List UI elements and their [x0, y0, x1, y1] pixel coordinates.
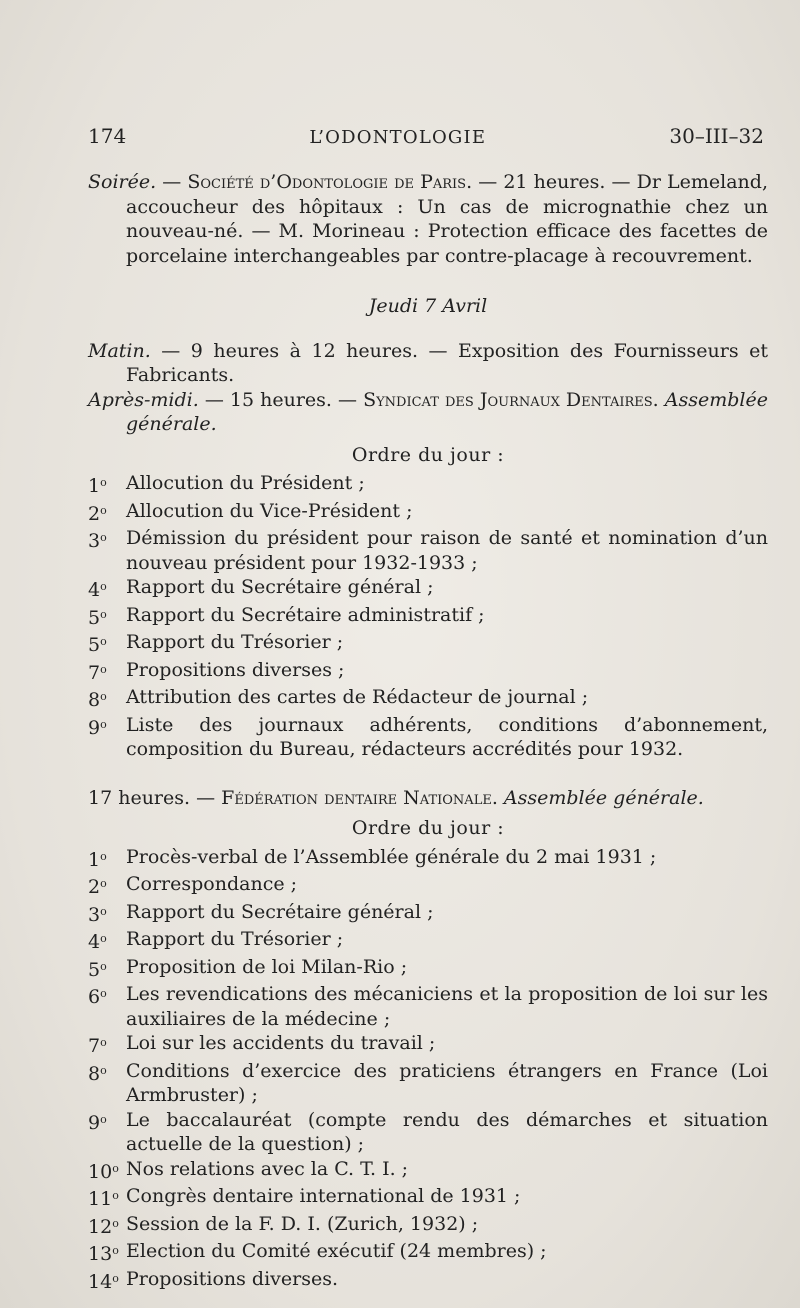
matin-label: Matin. — [88, 339, 151, 362]
agenda-item-text: Congrès dentaire international de 1931 ; — [126, 1185, 521, 1207]
agenda-item-number: 3$^o$ — [88, 903, 107, 926]
agenda-item-number: 1$^o$ — [88, 848, 107, 871]
agenda-item — [88, 927, 768, 955]
agenda-item — [88, 713, 768, 762]
agenda-item — [88, 575, 768, 603]
agenda-item-number: 13$^o$ — [88, 1243, 119, 1265]
agenda-item-text: Allocution du Président ; — [126, 472, 365, 494]
agenda-item — [88, 845, 768, 873]
agenda-item-number: 1$^o$ — [88, 475, 107, 497]
agenda-item-number: 8$^o$ — [88, 1062, 107, 1085]
second-event-time: 17 heures. — — [88, 786, 222, 809]
apres-midi-event: Assemblée générale. — [126, 388, 768, 435]
agenda-item-text: Rapport du Secrétaire administratif ; — [126, 603, 485, 626]
agenda-item-text: Propositions diverses. — [126, 1267, 338, 1290]
page-body — [88, 170, 768, 1294]
apres-midi-paragraph — [88, 388, 768, 437]
agenda-item-text: Procès-verbal de l’Assemblée générale du 2 mai 1931 ; — [126, 845, 657, 868]
agenda-item-number: 14$^o$ — [88, 1270, 119, 1293]
issue-date: 30–III–32 — [669, 124, 764, 148]
second-event-organization: Fédération dentaire Nationale — [221, 786, 492, 809]
agenda-item-number: 2$^o$ — [88, 876, 107, 898]
agenda-item — [88, 1239, 768, 1267]
agenda-heading-1: Ordre du jour : — [351, 443, 505, 466]
apres-midi-organization: Syndicat des Journaux Dentaires — [363, 388, 653, 411]
agenda-item-text: Le baccalauréat (compte rendu des démarches et situation actuelle de la question) ; — [126, 1108, 768, 1155]
agenda-item — [88, 1031, 768, 1059]
agenda-item — [88, 1059, 768, 1108]
agenda-item — [88, 900, 768, 928]
agenda-item-number: 6$^o$ — [88, 986, 107, 1008]
agenda-item-text: Rapport du Trésorier ; — [126, 631, 344, 653]
agenda-item — [88, 955, 768, 983]
day-heading: Jeudi 7 Avril — [368, 295, 488, 317]
matin-text: — 9 heures à 12 heures. — Exposition des Fournisseurs et Fabricants. — [126, 339, 768, 386]
agenda-item-text: Nos relations avec la C. T. I. ; — [126, 1157, 409, 1180]
apres-midi-dot: . — [652, 388, 665, 411]
apres-midi-dash: — 15 heures. — — [198, 388, 364, 411]
agenda-item-number: 7$^o$ — [88, 1035, 107, 1057]
agenda-item-text: Loi sur les accidents du travail ; — [126, 1032, 436, 1054]
agenda-item-number: 11$^o$ — [88, 1188, 119, 1210]
agenda-item — [88, 1212, 768, 1240]
agenda-item — [88, 630, 768, 658]
agenda-heading-2: Ordre du jour : — [351, 817, 505, 839]
agenda-item — [88, 872, 768, 900]
agenda-item — [88, 1157, 768, 1185]
agenda-item — [88, 603, 768, 631]
agenda-item-number: 2$^o$ — [88, 502, 107, 525]
agenda-item — [88, 499, 768, 527]
soiree-dash: — — [156, 171, 188, 193]
agenda-item-text: Rapport du Secrétaire général ; — [126, 576, 434, 598]
agenda-item-text: Conditions d’exercice des praticiens étrangers en France (Loi Armbruster) ; — [126, 1059, 768, 1106]
agenda-list-2 — [88, 845, 768, 1295]
agenda-item — [88, 1267, 768, 1295]
agenda-item-text: Allocution du Vice-Président ; — [126, 499, 413, 522]
agenda-item-text: Attribution des cartes de Rédacteur de journal ; — [126, 686, 589, 708]
page-number: 174 — [88, 124, 127, 148]
agenda-item-text: Proposition de loi Milan-Rio ; — [126, 955, 408, 978]
agenda-item-number: 10$^o$ — [88, 1160, 119, 1183]
agenda-list-1 — [88, 471, 768, 762]
agenda-item-number: 5$^o$ — [88, 634, 107, 656]
soiree-label: Soirée. — [88, 171, 157, 193]
agenda-item-number: 5$^o$ — [88, 606, 107, 629]
agenda-item — [88, 685, 768, 713]
agenda-item-text: Rapport du Trésorier ; — [126, 928, 344, 950]
agenda-item-number: 3$^o$ — [88, 530, 107, 552]
agenda-item-number: 5$^o$ — [88, 958, 107, 981]
journal-title: L’ODONTOLOGIE — [309, 127, 487, 148]
agenda-item-text: Session de la F. D. I. (Zurich, 1932) ; — [126, 1212, 479, 1235]
agenda-item — [88, 526, 768, 575]
agenda-item-number: 7$^o$ — [88, 661, 107, 684]
agenda-item-number: 12$^o$ — [88, 1215, 119, 1238]
matin-paragraph — [88, 339, 768, 388]
agenda-item-number: 4$^o$ — [88, 579, 107, 601]
second-event-title: Assemblée générale. — [503, 786, 704, 809]
agenda-item-text: Les revendications des mécaniciens et la proposition de loi sur les auxiliaires de la médecine ; — [126, 983, 768, 1030]
agenda-item — [88, 1184, 768, 1212]
agenda-item — [88, 658, 768, 686]
agenda-item-text: Liste des journaux adhérents, conditions d’abonnement, composition du Bureau, rédacteurs accrédités pour 1932. — [126, 713, 768, 760]
second-event-paragraph — [88, 786, 768, 811]
agenda-item-text: Propositions diverses ; — [126, 658, 345, 681]
agenda-item — [88, 1108, 768, 1157]
agenda-item-number: 4$^o$ — [88, 931, 107, 953]
agenda-item-number: 8$^o$ — [88, 689, 107, 711]
agenda-item-number: 9$^o$ — [88, 1111, 107, 1134]
agenda-item — [88, 471, 768, 499]
agenda-item-text: Correspondance ; — [126, 873, 298, 895]
apres-midi-label: Après-midi. — [88, 388, 199, 411]
soiree-text: . — 21 heures. — Dr Lemeland, accoucheur des hôpitaux : Un cas de micrognathie chez un nouveau-né. — M. Morineau : Protection efficace des facettes de porcelaine interchangeables par contre-placage à recouvrement. — [126, 171, 768, 267]
soiree-organization: Société d’Odontologie de Paris — [187, 171, 467, 193]
agenda-item-text: Election du Comité exécutif (24 membres) ; — [126, 1240, 547, 1262]
agenda-item-number: 9$^o$ — [88, 716, 107, 739]
agenda-item-text: Démission du président pour raison de santé et nomination d’un nouveau président pour 1932-1933 ; — [126, 527, 768, 574]
running-header — [88, 124, 764, 148]
second-event-dot: . — [491, 786, 504, 809]
agenda-item — [88, 982, 768, 1031]
soiree-paragraph — [88, 170, 768, 268]
agenda-item-text: Rapport du Secrétaire général ; — [126, 900, 434, 923]
